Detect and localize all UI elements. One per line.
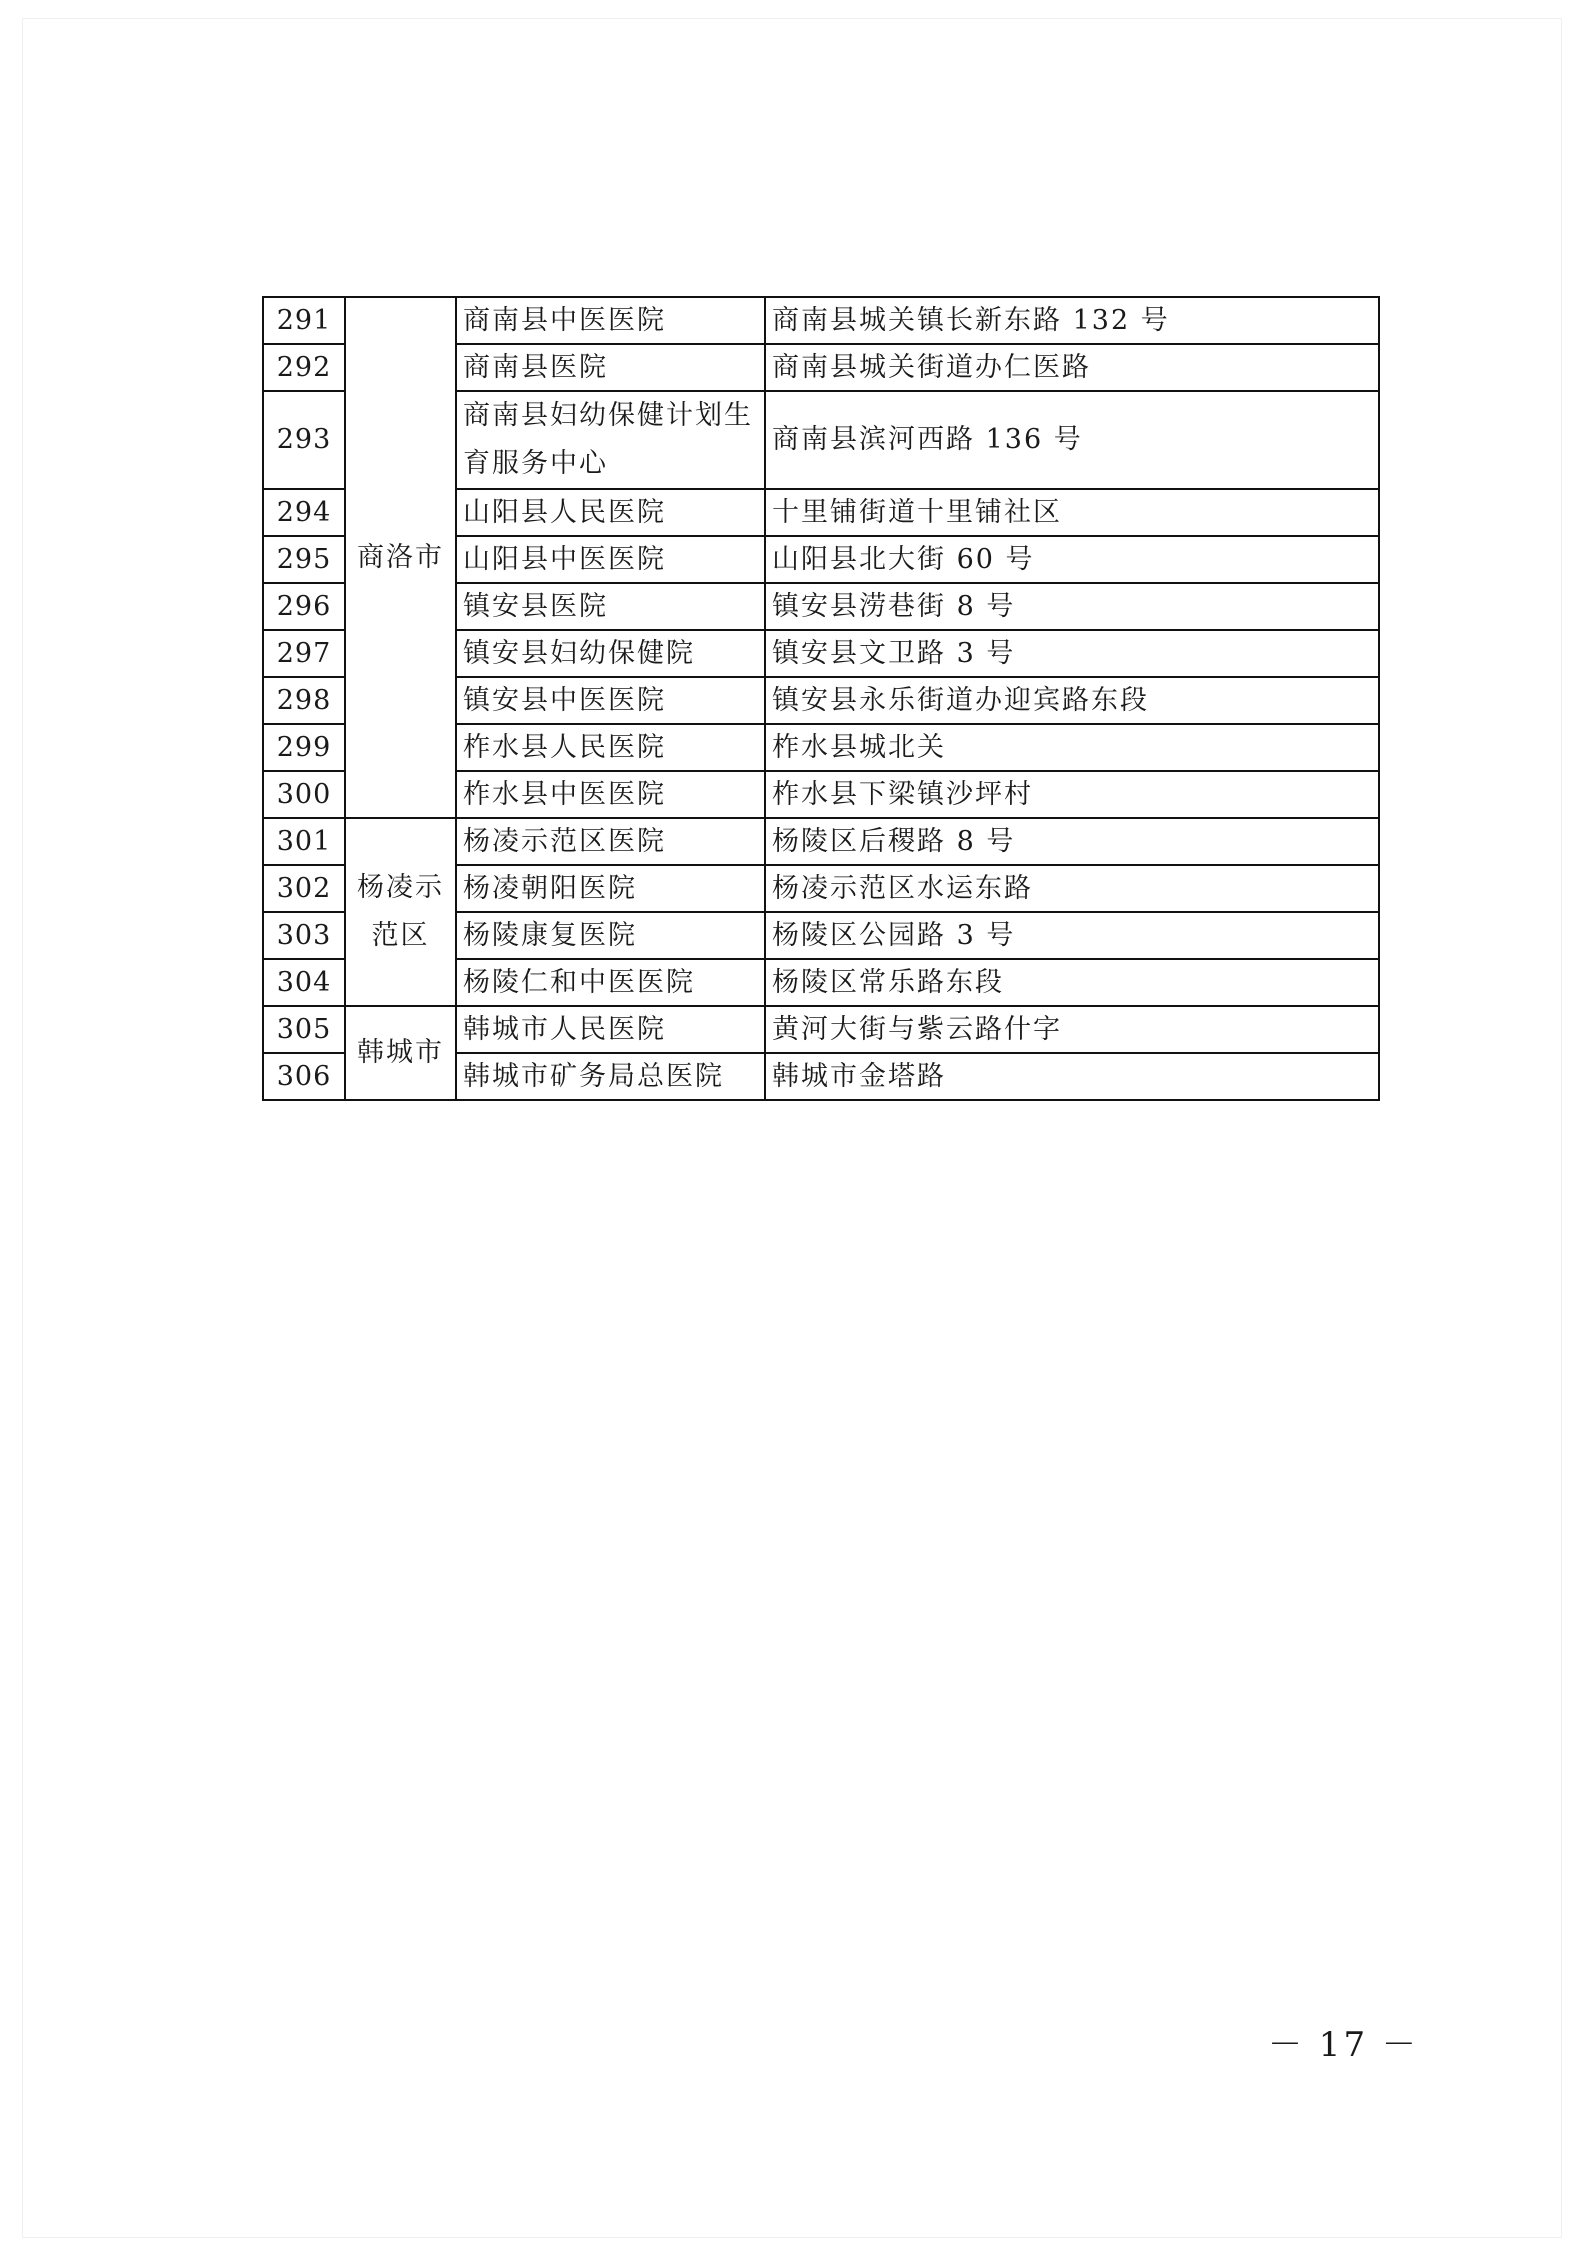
hospital-address: 柞水县城北关	[765, 724, 1379, 771]
hospital-address: 商南县滨河西路 136 号	[765, 391, 1379, 489]
hospital-address: 韩城市金塔路	[765, 1053, 1379, 1100]
table-row	[263, 297, 1379, 344]
hospital-address: 杨凌示范区水运东路	[765, 865, 1379, 912]
hospital-name: 镇安县医院	[456, 583, 765, 630]
table-row	[263, 1006, 1379, 1053]
row-number: 294	[263, 489, 345, 536]
hospital-address: 镇安县永乐街道办迎宾路东段	[765, 677, 1379, 724]
row-number: 301	[263, 818, 345, 865]
table-row	[263, 818, 1379, 865]
hospital-name: 柞水县中医医院	[456, 771, 765, 818]
page-number: － 17 －	[1268, 2025, 1419, 2065]
hospital-name: 柞水县人民医院	[456, 724, 765, 771]
row-number: 302	[263, 865, 345, 912]
hospital-name: 山阳县人民医院	[456, 489, 765, 536]
hospital-address: 十里铺街道十里铺社区	[765, 489, 1379, 536]
hospital-name: 杨陵康复医院	[456, 912, 765, 959]
hospital-address: 杨陵区公园路 3 号	[765, 912, 1379, 959]
hospital-name: 杨凌朝阳医院	[456, 865, 765, 912]
hospital-name: 山阳县中医医院	[456, 536, 765, 583]
row-number: 306	[263, 1053, 345, 1100]
row-number: 293	[263, 391, 345, 489]
hospital-name: 镇安县妇幼保健院	[456, 630, 765, 677]
hospital-name: 韩城市人民医院	[456, 1006, 765, 1053]
row-number: 291	[263, 297, 345, 344]
hospital-address: 镇安县文卫路 3 号	[765, 630, 1379, 677]
hospital-address: 商南县城关镇长新东路 132 号	[765, 297, 1379, 344]
hospital-name: 杨凌示范区医院	[456, 818, 765, 865]
hospital-address: 镇安县涝巷街 8 号	[765, 583, 1379, 630]
hospital-address: 杨陵区后稷路 8 号	[765, 818, 1379, 865]
row-number: 297	[263, 630, 345, 677]
row-number: 303	[263, 912, 345, 959]
row-number: 296	[263, 583, 345, 630]
hospital-address: 山阳县北大街 60 号	[765, 536, 1379, 583]
hospital-name: 商南县妇幼保健计划生育服务中心	[456, 391, 765, 489]
row-number: 295	[263, 536, 345, 583]
city-cell-yangling: 杨凌示范区	[345, 818, 456, 1006]
city-cell-hancheng: 韩城市	[345, 1006, 456, 1100]
hospital-name: 韩城市矿务局总医院	[456, 1053, 765, 1100]
row-number: 304	[263, 959, 345, 1006]
hospital-list-table	[262, 296, 1380, 1101]
hospital-name: 杨陵仁和中医医院	[456, 959, 765, 1006]
hospital-address: 柞水县下梁镇沙坪村	[765, 771, 1379, 818]
hospital-name: 商南县医院	[456, 344, 765, 391]
hospital-name: 商南县中医医院	[456, 297, 765, 344]
hospital-address: 商南县城关街道办仁医路	[765, 344, 1379, 391]
row-number: 292	[263, 344, 345, 391]
row-number: 299	[263, 724, 345, 771]
hospital-address: 杨陵区常乐路东段	[765, 959, 1379, 1006]
row-number: 305	[263, 1006, 345, 1053]
row-number: 298	[263, 677, 345, 724]
hospital-list-table-wrapper	[262, 296, 1378, 1101]
row-number: 300	[263, 771, 345, 818]
hospital-address: 黄河大街与紫云路什字	[765, 1006, 1379, 1053]
city-cell-shangluo: 商洛市	[345, 297, 456, 818]
hospital-name: 镇安县中医医院	[456, 677, 765, 724]
